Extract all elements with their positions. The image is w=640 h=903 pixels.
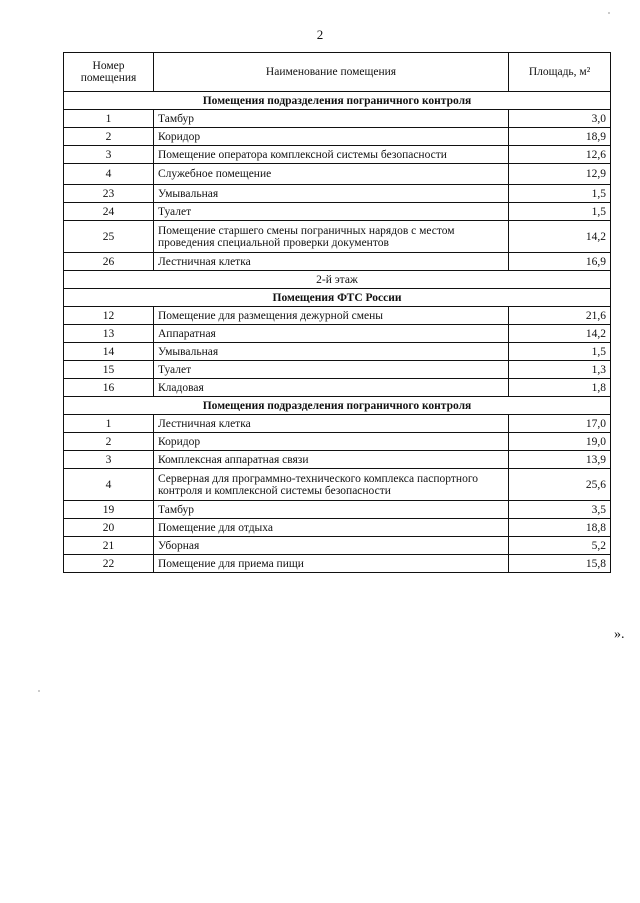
- table-row: [64, 325, 611, 343]
- rooms-table: [63, 52, 611, 573]
- room-area-cell: 15,8: [509, 555, 611, 573]
- room-area-cell: 21,6: [509, 307, 611, 325]
- table-row: [64, 451, 611, 469]
- table-row: [64, 128, 611, 146]
- table-row: [64, 185, 611, 203]
- room-name-cell: Лестничная клетка: [154, 253, 509, 271]
- room-area-cell: 25,6: [509, 469, 611, 501]
- header-room-number: Номер помещения: [64, 53, 154, 92]
- table-row: [64, 361, 611, 379]
- room-number-cell: 15: [64, 361, 154, 379]
- room-name-cell: Аппаратная: [154, 325, 509, 343]
- room-area-cell: 18,8: [509, 519, 611, 537]
- room-name-cell: Лестничная клетка: [154, 415, 509, 433]
- room-number-cell: 3: [64, 451, 154, 469]
- section-heading-row: [64, 92, 611, 110]
- room-area-cell: 1,5: [509, 343, 611, 361]
- header-area: Площадь, м²: [509, 53, 611, 92]
- room-number-cell: 21: [64, 537, 154, 555]
- room-area-cell: 12,6: [509, 146, 611, 164]
- room-name-cell: Помещение для приема пищи: [154, 555, 509, 573]
- room-area-cell: 1,8: [509, 379, 611, 397]
- table-row: [64, 519, 611, 537]
- room-area-cell: 19,0: [509, 433, 611, 451]
- table-row: [64, 501, 611, 519]
- scan-speck: [608, 12, 610, 14]
- room-number-cell: 16: [64, 379, 154, 397]
- section-title: Помещения подразделения пограничного контроля: [64, 92, 611, 110]
- room-name-cell: Служебное помещение: [154, 164, 509, 185]
- table-row: [64, 433, 611, 451]
- room-area-cell: 18,9: [509, 128, 611, 146]
- room-name-cell: Уборная: [154, 537, 509, 555]
- table-row: [64, 253, 611, 271]
- section-heading-row: [64, 289, 611, 307]
- table-row: [64, 555, 611, 573]
- room-area-cell: 3,0: [509, 110, 611, 128]
- room-name-cell: Комплексная аппаратная связи: [154, 451, 509, 469]
- table-row: [64, 110, 611, 128]
- floor-heading-row: [64, 271, 611, 289]
- table-row: [64, 343, 611, 361]
- page-number: 2: [316, 27, 324, 42]
- room-number-cell: 4: [64, 164, 154, 185]
- room-number-cell: 3: [64, 146, 154, 164]
- room-number-cell: 22: [64, 555, 154, 573]
- room-number-cell: 26: [64, 253, 154, 271]
- room-name-cell: Серверная для программно-технического комплекса паспортного контроля и комплексной системы безопасности: [154, 469, 509, 501]
- room-number-cell: 13: [64, 325, 154, 343]
- room-area-cell: 3,5: [509, 501, 611, 519]
- room-number-cell: 24: [64, 203, 154, 221]
- room-name-cell: Туалет: [154, 203, 509, 221]
- room-name-cell: Помещение оператора комплексной системы безопасности: [154, 146, 509, 164]
- room-number-cell: 2: [64, 433, 154, 451]
- room-number-cell: 1: [64, 110, 154, 128]
- room-area-cell: 1,5: [509, 185, 611, 203]
- room-number-cell: 20: [64, 519, 154, 537]
- table-header-row: [64, 53, 611, 92]
- room-area-cell: 1,5: [509, 203, 611, 221]
- room-area-cell: 14,2: [509, 325, 611, 343]
- section-title: Помещения ФТС России: [64, 289, 611, 307]
- table-row: [64, 221, 611, 253]
- table-row: [64, 307, 611, 325]
- room-name-cell: Коридор: [154, 128, 509, 146]
- room-area-cell: 14,2: [509, 221, 611, 253]
- room-area-cell: 13,9: [509, 451, 611, 469]
- section-title: Помещения подразделения пограничного контроля: [64, 397, 611, 415]
- room-name-cell: Умывальная: [154, 185, 509, 203]
- scan-speck: [38, 690, 40, 692]
- table-row: [64, 203, 611, 221]
- room-area-cell: 5,2: [509, 537, 611, 555]
- room-number-cell: 12: [64, 307, 154, 325]
- room-number-cell: 1: [64, 415, 154, 433]
- room-name-cell: Тамбур: [154, 110, 509, 128]
- room-name-cell: Помещение старшего смены пограничных нарядов с местом проведения специальной проверки документов: [154, 221, 509, 253]
- room-area-cell: 1,3: [509, 361, 611, 379]
- table-row: [64, 537, 611, 555]
- room-number-cell: 2: [64, 128, 154, 146]
- room-number-cell: 25: [64, 221, 154, 253]
- room-name-cell: Умывальная: [154, 343, 509, 361]
- floor-title: 2-й этаж: [64, 271, 611, 289]
- table-row: [64, 164, 611, 185]
- room-name-cell: Помещение для отдыха: [154, 519, 509, 537]
- room-name-cell: Коридор: [154, 433, 509, 451]
- room-area-cell: 12,9: [509, 164, 611, 185]
- room-area-cell: 16,9: [509, 253, 611, 271]
- room-number-cell: 23: [64, 185, 154, 203]
- section-heading-row: [64, 397, 611, 415]
- room-number-cell: 19: [64, 501, 154, 519]
- table-row: [64, 379, 611, 397]
- room-number-cell: 4: [64, 469, 154, 501]
- header-room-name: Наименование помещения: [154, 53, 509, 92]
- closing-quote: ».: [614, 627, 625, 642]
- room-number-cell: 14: [64, 343, 154, 361]
- table-row: [64, 415, 611, 433]
- room-name-cell: Кладовая: [154, 379, 509, 397]
- table-row: [64, 146, 611, 164]
- room-name-cell: Туалет: [154, 361, 509, 379]
- table-row: [64, 469, 611, 501]
- room-name-cell: Помещение для размещения дежурной смены: [154, 307, 509, 325]
- room-area-cell: 17,0: [509, 415, 611, 433]
- room-name-cell: Тамбур: [154, 501, 509, 519]
